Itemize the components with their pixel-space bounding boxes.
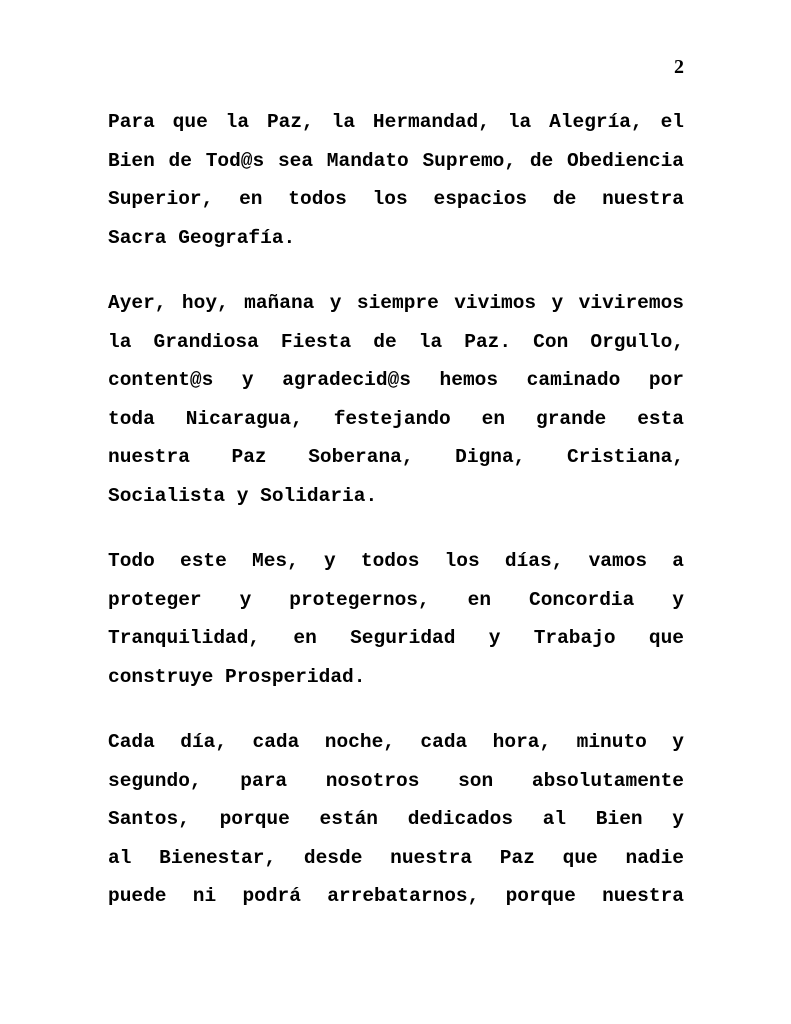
text-line: construye Prosperidad.	[108, 665, 366, 688]
paragraph	[108, 103, 684, 257]
text-line: Todo este Mes, y todos los días, vamos a	[108, 550, 684, 572]
text-line: Santos, porque están dedicados al Bien y	[108, 808, 684, 830]
page-header	[108, 0, 684, 79]
text-line: la Grandiosa Fiesta de la Paz. Con Orgullo,	[108, 330, 684, 353]
text-line: Cada día, cada noche, cada hora, minuto y	[108, 731, 684, 753]
text-line: al Bienestar, desde nuestra Paz que nadie	[108, 846, 684, 869]
text-line: content@s y agradecid@s hemos caminado por	[108, 369, 684, 391]
paragraph	[108, 284, 684, 515]
text-line: puede ni podrá arrebatarnos, porque nuestra	[108, 885, 684, 907]
text-line: Ayer, hoy, mañana y siempre vivimos y viviremos	[108, 292, 684, 314]
page-number: 2	[674, 56, 684, 78]
text-line: Para que la Paz, la Hermandad, la Alegría, el	[108, 111, 684, 133]
paragraph	[108, 723, 684, 916]
document-body	[108, 103, 684, 916]
paragraph	[108, 542, 684, 696]
text-line: Tranquilidad, en Seguridad y Trabajo que	[108, 627, 684, 649]
text-line: segundo, para nosotros son absolutamente	[108, 769, 684, 792]
text-line: Sacra Geografía.	[108, 226, 296, 249]
text-line: nuestra Paz Soberana, Digna, Cristiana,	[108, 446, 684, 468]
text-line: toda Nicaragua, festejando en grande esta	[108, 407, 684, 430]
text-line: Superior, en todos los espacios de nuestra	[108, 188, 684, 210]
text-line: proteger y protegernos, en Concordia y	[108, 588, 684, 611]
text-line: Bien de Tod@s sea Mandato Supremo, de Obediencia	[108, 149, 684, 172]
text-line: Socialista y Solidaria.	[108, 484, 378, 507]
